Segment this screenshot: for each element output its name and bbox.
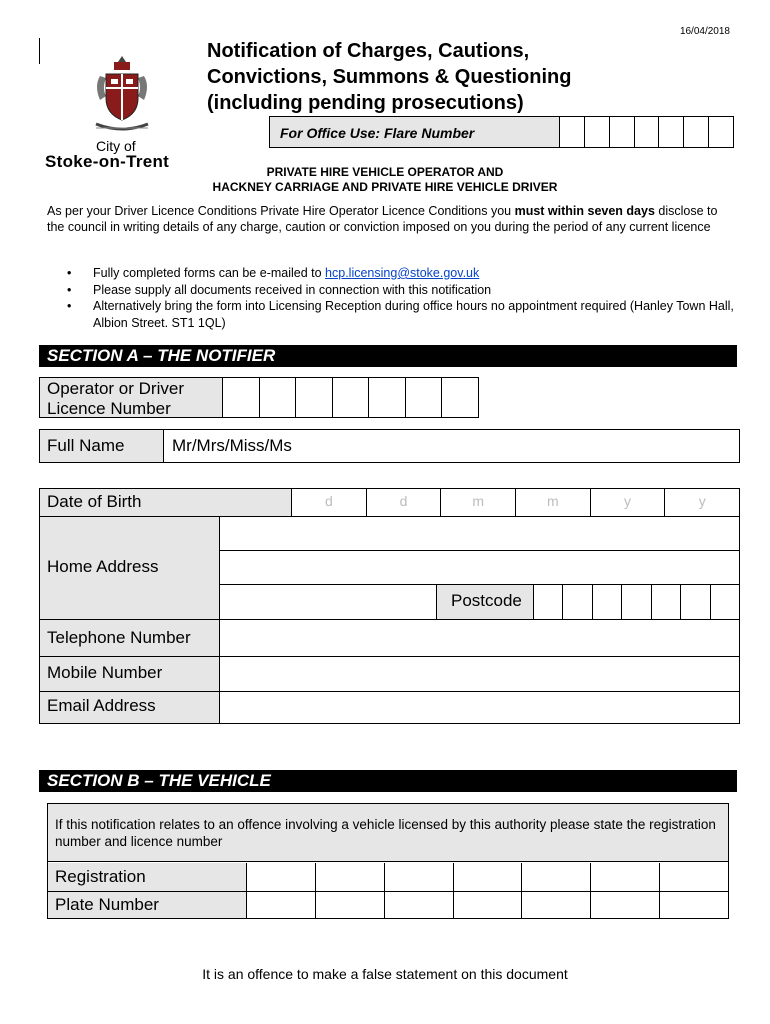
registration-cell[interactable]	[521, 863, 590, 891]
flare-number-cell[interactable]	[610, 117, 635, 147]
flare-number-cell[interactable]	[684, 117, 709, 147]
logo-city-of: City of	[96, 138, 136, 154]
full-name-row	[39, 429, 740, 463]
text-cursor-mark	[39, 38, 40, 64]
list-item: • Alternatively bring the form into Licensing Reception during office hours no appointment required (Hanley Town Hall, Albion Street. ST1 1QL)	[67, 298, 737, 331]
home-address-line-2[interactable]	[220, 551, 739, 585]
intro-paragraph	[47, 203, 737, 235]
registration-cell[interactable]	[453, 863, 522, 891]
intro-text: As per your Driver Licence Conditions Private Hire Operator Licence Conditions you	[47, 204, 515, 218]
full-name-field[interactable]	[164, 430, 739, 462]
mobile-field[interactable]	[220, 657, 739, 691]
registration-cell[interactable]	[590, 863, 659, 891]
section-b-heading: SECTION B – THE VEHICLE	[39, 770, 737, 792]
office-use-flare-number	[269, 116, 734, 148]
licensing-email-link[interactable]: hcp.licensing@stoke.gov.uk	[325, 266, 480, 280]
postcode-label: Postcode	[437, 585, 533, 619]
postcode-cell[interactable]	[651, 585, 680, 619]
licence-number-cell[interactable]	[405, 378, 442, 417]
registration-cell[interactable]	[246, 863, 315, 891]
licence-number-cell[interactable]	[222, 378, 259, 417]
list-item: • Please supply all documents received in connection with this notification	[67, 282, 737, 299]
office-use-label: For Office Use: Flare Number	[270, 117, 560, 147]
home-address-label: Home Address	[40, 517, 220, 619]
dob-month-cell[interactable]: m	[515, 489, 590, 516]
dob-day-cell[interactable]: d	[291, 489, 366, 516]
flare-number-cell[interactable]	[659, 117, 684, 147]
plate-number-label: Plate Number	[48, 892, 246, 918]
title-prefix-options: Mr/Mrs/Miss/Ms	[172, 436, 292, 455]
licence-number-row	[39, 377, 479, 418]
licence-number-cell[interactable]	[368, 378, 405, 417]
list-item	[67, 265, 737, 282]
dob-month-cell[interactable]: m	[440, 489, 515, 516]
telephone-row	[40, 619, 739, 656]
mobile-label: Mobile Number	[40, 657, 220, 691]
full-name-label: Full Name	[40, 430, 164, 462]
dob-label: Date of Birth	[40, 489, 291, 516]
false-statement-warning: It is an offence to make a false statement on this document	[202, 966, 568, 982]
licence-number-cell[interactable]	[441, 378, 478, 417]
registration-label: Registration	[48, 863, 246, 891]
list-item-text: Fully completed forms can be e-mailed to	[93, 266, 326, 280]
postcode-cell[interactable]	[621, 585, 650, 619]
registration-cell[interactable]	[384, 863, 453, 891]
email-row	[40, 691, 739, 723]
flare-number-cell[interactable]	[560, 117, 585, 147]
licence-number-cell[interactable]	[332, 378, 369, 417]
home-address-line-1[interactable]	[220, 517, 739, 551]
title-line: Convictions, Summons & Questioning	[207, 66, 572, 88]
plate-number-cell[interactable]	[246, 892, 315, 918]
plate-number-cell[interactable]	[521, 892, 590, 918]
label-line: Operator or Driver	[47, 379, 184, 398]
intro-bold-text: must within seven days	[514, 204, 655, 218]
vehicle-table	[47, 803, 729, 919]
flare-number-cell[interactable]	[709, 117, 733, 147]
registration-row	[48, 863, 728, 892]
dob-year-cell[interactable]: y	[590, 489, 665, 516]
title-line: Notification of Charges, Cautions,	[207, 40, 530, 62]
licence-type-subheading	[0, 165, 770, 195]
intro-text: disclose to the council in writing details of any charge, caution or conviction imposed on you during the period of any current licence	[47, 204, 718, 234]
licence-number-cell[interactable]	[259, 378, 296, 417]
plate-number-cell[interactable]	[384, 892, 453, 918]
email-field[interactable]	[220, 692, 739, 723]
title-line: (including pending prosecutions)	[207, 92, 524, 114]
personal-details-table	[39, 488, 740, 724]
document-title	[207, 38, 571, 116]
registration-cell[interactable]	[315, 863, 384, 891]
registration-cell[interactable]	[659, 863, 728, 891]
postcode-cell[interactable]	[592, 585, 621, 619]
subheading-line: PRIVATE HIRE VEHICLE OPERATOR AND	[266, 165, 504, 179]
instructions-list	[67, 265, 737, 331]
city-crest-logo	[90, 52, 154, 138]
licence-number-cell[interactable]	[295, 378, 332, 417]
telephone-label: Telephone Number	[40, 620, 220, 656]
plate-number-cell[interactable]	[590, 892, 659, 918]
postcode-cell[interactable]	[562, 585, 591, 619]
telephone-field[interactable]	[220, 620, 739, 656]
section-a-heading: SECTION A – THE NOTIFIER	[39, 345, 737, 367]
dob-day-cell[interactable]: d	[366, 489, 441, 516]
postcode-cell[interactable]	[680, 585, 709, 619]
mobile-row	[40, 656, 739, 691]
licence-number-label	[40, 378, 222, 417]
flare-number-cell[interactable]	[635, 117, 660, 147]
label-line: Licence Number	[47, 399, 171, 418]
vehicle-instruction: If this notification relates to an offence involving a vehicle licensed by this authority please state the registration number and licence number	[48, 804, 728, 862]
home-address-line-3-field[interactable]	[220, 585, 437, 619]
plate-number-cell[interactable]	[453, 892, 522, 918]
dob-row	[40, 489, 739, 517]
plate-number-cell[interactable]	[659, 892, 728, 918]
dob-year-cell[interactable]: y	[664, 489, 739, 516]
postcode-cell[interactable]	[533, 585, 562, 619]
home-address-line-3	[220, 585, 739, 619]
plate-number-cell[interactable]	[315, 892, 384, 918]
email-label: Email Address	[40, 692, 220, 723]
subheading-line: HACKNEY CARRIAGE AND PRIVATE HIRE VEHICLE DRIVER	[212, 180, 558, 194]
postcode-cell[interactable]	[710, 585, 739, 619]
flare-number-cell[interactable]	[585, 117, 610, 147]
document-date: 16/04/2018	[679, 26, 730, 37]
logo-city-name: Stoke-on-Trent	[45, 152, 170, 171]
plate-number-row	[48, 892, 728, 918]
